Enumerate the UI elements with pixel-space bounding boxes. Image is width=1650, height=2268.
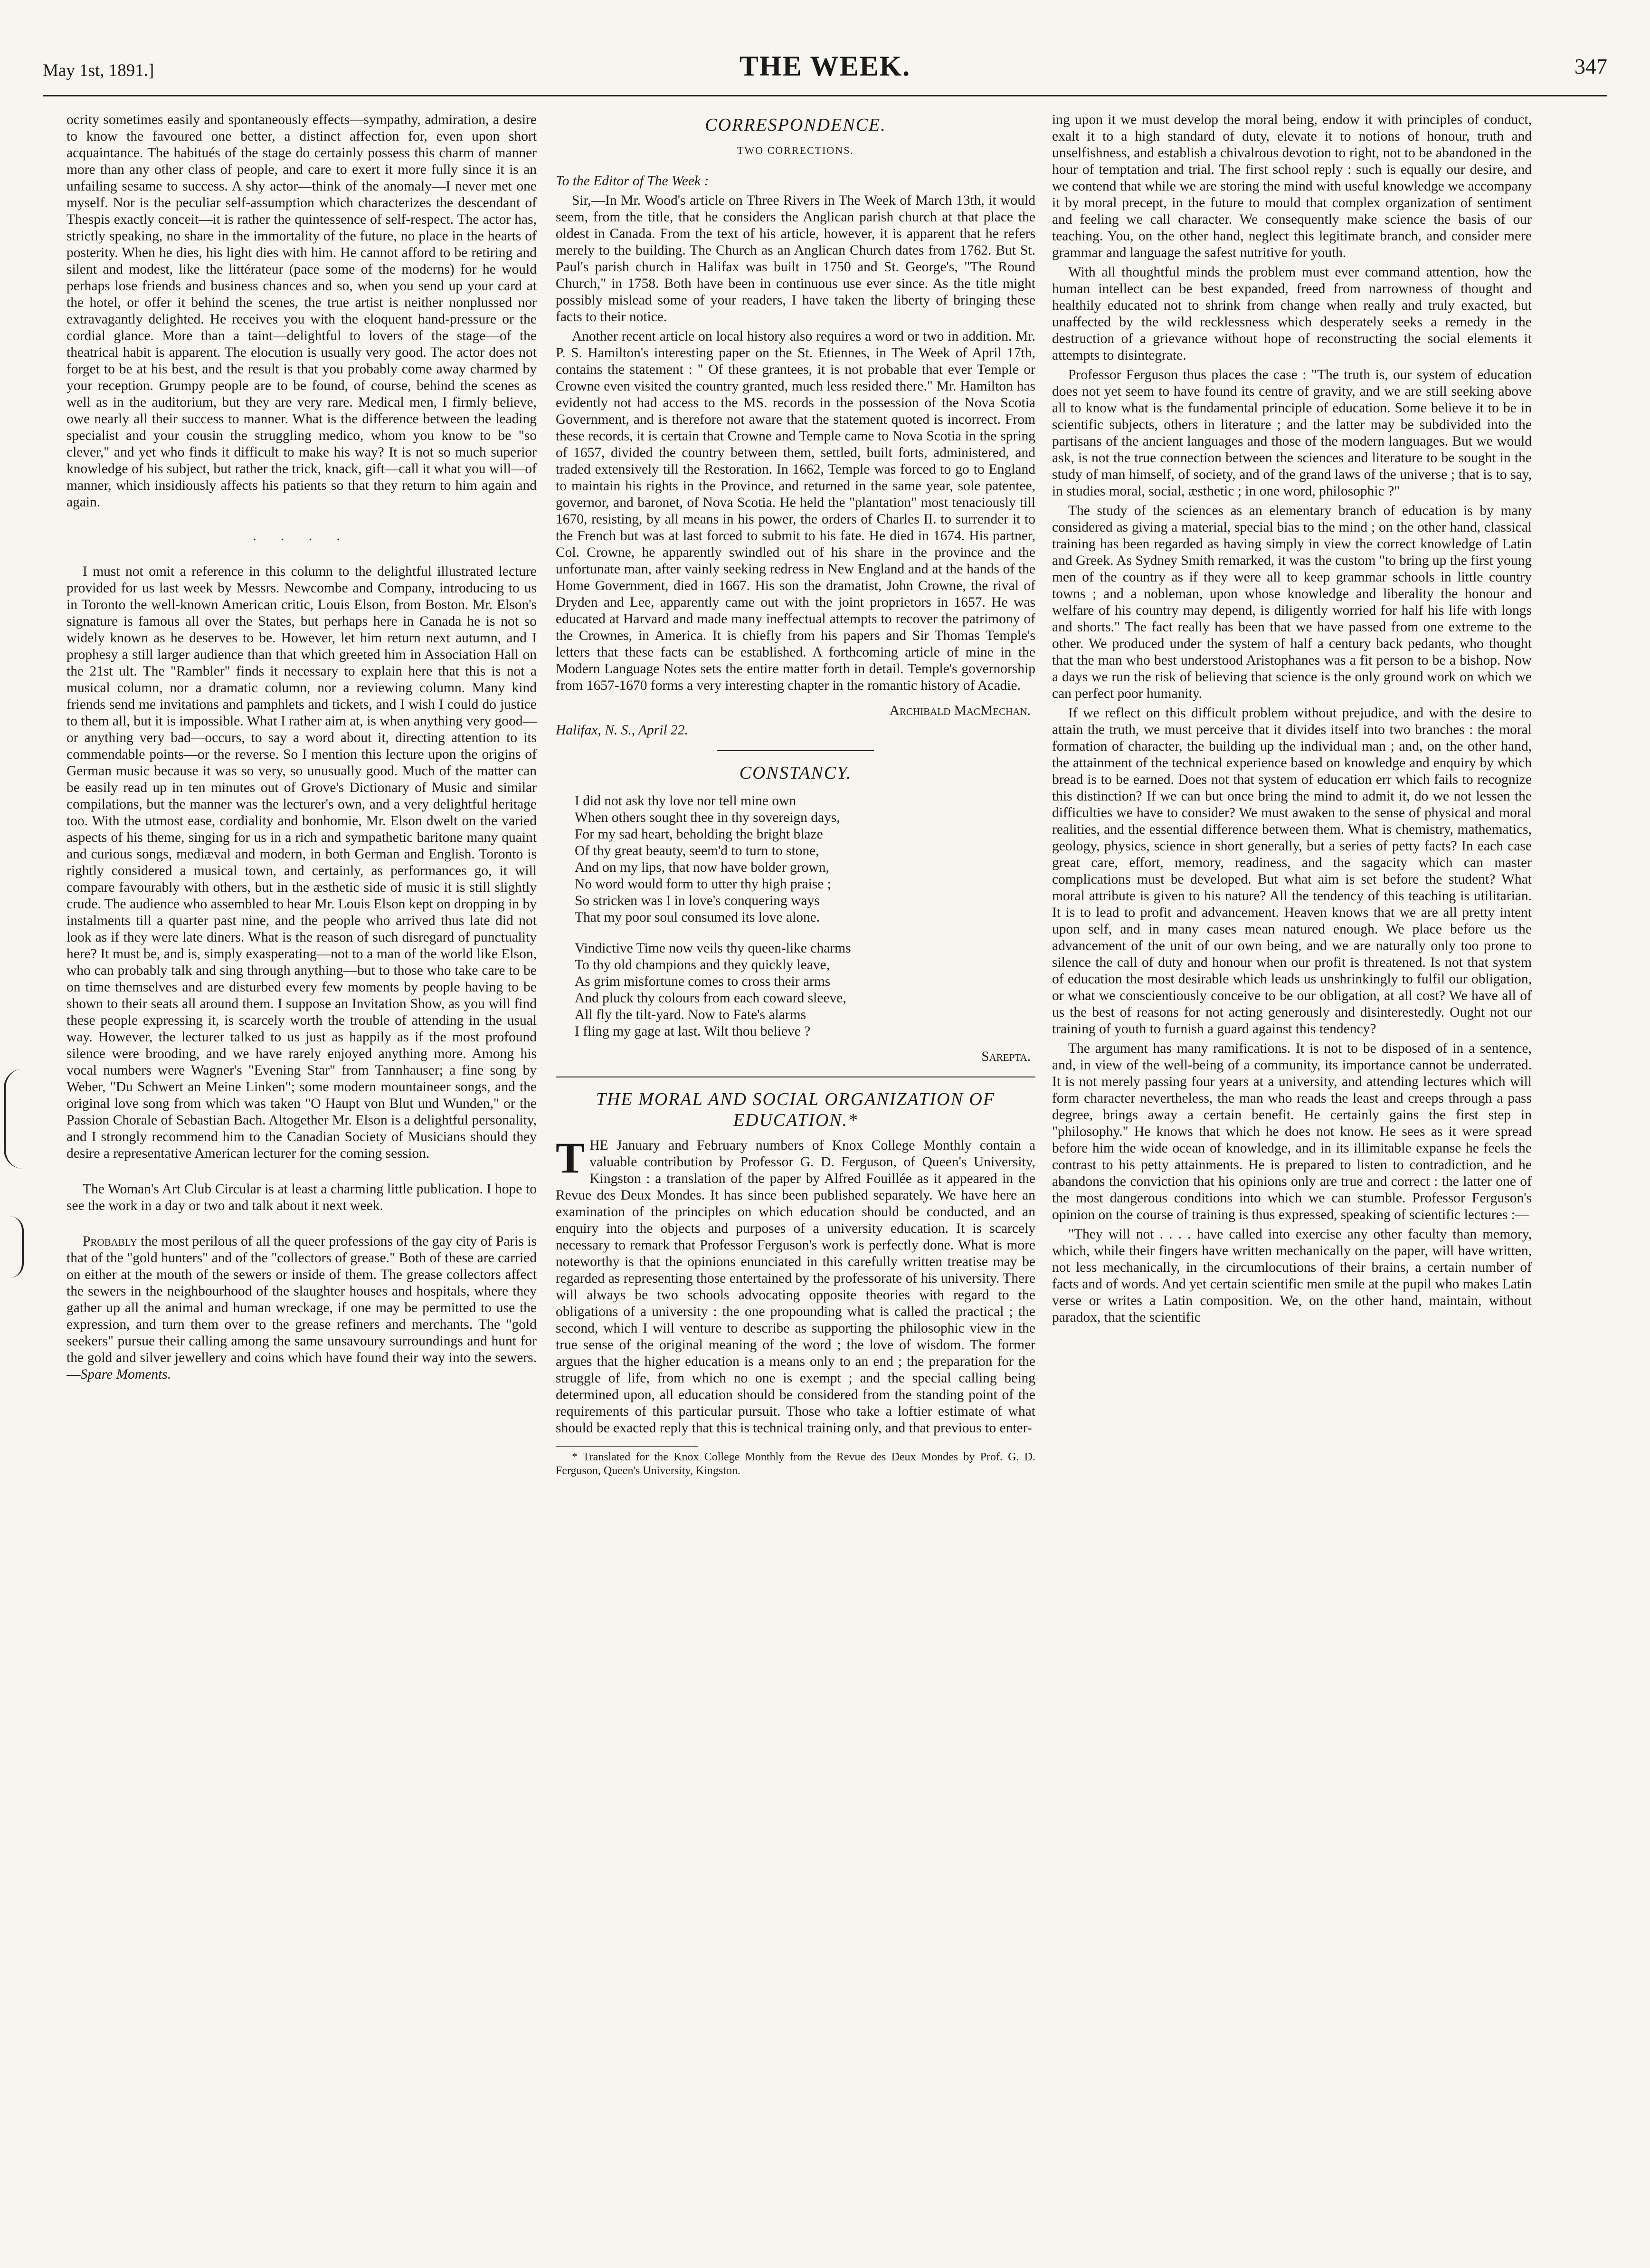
poem-body — [575, 793, 1035, 1040]
rambler-paragraph-manner: ocrity sometimes easily and spontaneously effects—sympathy, admiration, a desire to know the favoured one better, a distinct affection for, even upon short acquaintance. The habitués of the stage do certainly possess this charm of manner more than any other class of people, and care to exert it more fully since it is an unfailing sesame to success. A shy actor—think of the anomaly—I never met one myself. Nor is the peculiar self-assumption which characterizes the descendant of Thespis exactly conceit—it is rather the quintessence of self-respect. The actor has, strictly speaking, no share in the immortality of the future, no place in the hearts of posterity. When he dies, his light dies with him. He cannot afford to be retiring and silent and modest, like the littérateur (pace some of the moderns) for he would perhaps lose friends and business chances and so, when you send up your card at the hotel, or offer it behind the scenes, the true artist is neither nonplussed nor extravagantly delighted. He receives you with the eloquent hand-pressure or the cordial glance. More than a taint—delightful to lovers of the stage—of the theatrical habit is apparent. The elocution is usually very good. The actor does not forget to be at his best, and the result is that you probably come away charmed by your reception. Grumpy people are to be found, of course, behind the scenes as well as in the auditorium, but they are very rare. Medical men, I firmly believe, owe nearly all their success to manner. What is the difference between the leading specialist and your cousin the struggling medico, whom you know to be "so clever," and yet who finds it difficult to make his way? It is not so much superior knowledge of his subject, but rather the trick, knack, gift—call it what you will—of manner, which insidiously affects his patients so that they return to him again and again. — [66, 112, 537, 510]
article-quote: "They will not . . . . have called into exercise any other faculty than memory, which, while their fingers have written mechanically on the paper, will have written, not less mechanically, in the circumlocutions of their brains, a certain number of facts and of words. And yet certain scientific men smile at the pupil who makes Latin verse or writes a Latin composition. We, on the other hand, maintain, without paradox, that the scientific — [1052, 1227, 1532, 1325]
pencil-mark-bracket-lower — [3, 1216, 24, 1278]
section-dots: . . . . — [253, 528, 351, 543]
poem-line: All fly the tilt-yard. Now to Fate's alarms — [575, 1007, 806, 1022]
column-2 — [556, 112, 1035, 2230]
page-number: 347 — [1574, 54, 1607, 78]
poem-line: And pluck thy colours from each coward sleeve, — [575, 991, 846, 1006]
rambler-paragraph-art-club: The Woman's Art Club Circular is at least a charming little publication. I hope to see the work in a day or two and talk about it next week. — [66, 1182, 537, 1213]
poem-signature: Sarepta. — [981, 1049, 1031, 1064]
source-credit: Spare Moments. — [80, 1367, 171, 1382]
correspondence-paragraph-1: Sir,—In Mr. Wood's article on Three Rivers in The Week of March 13th, it would seem, from the title, that he considers the Anglican parish church at that place the oldest in Canada. From the text of his article, however, it is apparent that he refers merely to the building. The Church as an Anglican Church dates from 1762. But St. Paul's parish church in Halifax was built in 1750 and St. George's, "The Round Church," in 1758. Both have been in continuous use ever since. As the title might possibly mislead some of your readers, I have taken the liberty of bringing these facts to their notice. — [556, 193, 1035, 324]
correspondence-paragraph-2: Another recent article on local history also requires a word or two in addition. Mr. P. S. Hamilton's interesting paper on the St. Etiennes, in The Week of April 17th, contains the statement : " Of these grantees, it is not probable that ever Temple or Crowne even visited the country granted, much less resided there." Mr. Hamilton has evidently not had access to the MS. records in the possession of the Nova Scotia Government, and is therefore not aware that the statement quoted is incorrect. From these records, it is certain that Crowne and Temple came to Nova Scotia in the spring of 1657, divided the country between them, settled, built forts, administered, and traded extensively till the Restoration. In 1662, Temple was forced to go to England to maintain his rights in the Province, and returned in the same year, sole patentee, governor, and baronet, of Nova Scotia. He held the "plantation" most tenaciously till 1670, resisting, by all means in his power, the orders of Charles II. to surrender it to the French but was at last forced to submit to his fate. He died in 1674. His partner, Col. Crowne, he apparently swindled out of his share in the province and the unfortunate man, after vainly seeking redress in New England and at the hands of the Home Government, died in 1667. His son the dramatist, John Crowne, the rival of Dryden and Lee, apparently came out with the joint proprietors in 1657. He was educated at Harvard and made many ineffectual attempts to recover the patrimony of the Crownes, in America. It is chiefly from his papers and Sir Thomas Temple's letters that these facts can be established. A forthcoming article of mine in the Modern Language Notes sets the entire matter forth in detail. Temple's governorship from 1657-1670 forms a very interesting chapter in the romantic history of Acadie. — [556, 329, 1035, 693]
letter-signature: Archibald MacMechan. — [889, 703, 1031, 718]
column-1 — [66, 112, 537, 2230]
article-continued-4: The study of the sciences as an elementary branch of education is by many considered as giving a material, special bias to the mind ; on the other hand, classical training has been regarded as having simply in view the correct knowledge of Latin and Greek. As Sydney Smith remarked, it was the custom "to bring up the first young men of the country as if they were all to keep grammar schools in little country towns ; and a nobleman, upon whose knowledge and liberality the honour and welfare of his country may depend, is diligently worried for half his life with longs and shorts." The fact really has been that we have passed from one extreme to the other. We produced under the system of half a century back pedants, who thought that the man who best understood Aristophanes was a fit person to be a bishop. Now a days we run the risk of believing that science is the only ground work on which we can perfect poor humanity. — [1052, 503, 1532, 701]
poem-title: CONSTANCY. — [739, 763, 852, 783]
letter-place-date: Halifax, N. S., April 22. — [556, 723, 688, 738]
pencil-mark-bracket — [4, 1069, 25, 1169]
poem-line: For my sad heart, beholding the bright blaze — [575, 827, 823, 842]
article-title: THE MORAL AND SOCIAL ORGANIZATION OF EDUCATION.* — [596, 1089, 996, 1130]
paris-text: the most perilous of all the queer professions of the gay city of Paris is that of the "gold hunters" and of the "collectors of grease." Both of these are carried on either at the mouth of the sewers or inside of them. The grease collectors affect the sewers in the neighbourhood of the slaughter houses and hospitals, where they gather up all the animal and human wreckage, if one may be permitted to use the expression, and turn them over to the grease refiners and merchants. The "gold seekers" pursue their calling among the same unsavoury surroundings and hunt for the gold and silver jewellery and coins which have found their way into the sewers.— — [66, 1234, 537, 1382]
correspondence-subheading: TWO CORRECTIONS. — [737, 144, 854, 156]
poem-line: When others sought thee in thy sovereign days, — [575, 810, 840, 825]
editor-address: To the Editor of The Week : — [556, 173, 709, 189]
article-paragraph-1 — [556, 1134, 1035, 1437]
poem-line: I fling my gage at last. Wilt thou believe ? — [575, 1024, 811, 1039]
poem-line: And on my lips, that now have bolder grown, — [575, 860, 829, 875]
poem-line: I did not ask thy love nor tell mine own — [575, 793, 797, 809]
footnote-rule — [556, 1446, 698, 1447]
issue-date: May 1st, 1891.] — [43, 61, 154, 80]
poem-line: So stricken was I in love's conquering ways — [575, 893, 820, 908]
article-continued-2: With all thoughtful minds the problem must ever command attention, how the human intellect can be best expanded, freed from narrowness of thought and healthily educated not to shrink from change when really and truly exacted, but unaffected by the wild recklessness which desperately seeks a remedy in the destruction of a grievance without hope of reconstructing the social elements it attempts to disintegrate. — [1052, 265, 1532, 363]
correspondence-heading: CORRESPONDENCE. — [705, 115, 886, 135]
column-3 — [1052, 112, 1532, 2230]
poem-line: No word would form to utter thy high praise ; — [575, 877, 831, 892]
poem-line: As grim misfortune comes to cross their arms — [575, 974, 831, 989]
rambler-paragraph-elson: I must not omit a reference in this column to the delightful illustrated lecture provided for us last week by Messrs. Newcombe and Company, introducing to us in Toronto the well-known American critic, Louis Elson, from Boston. Mr. Elson's signature is famous all over the States, but perhaps here in Canada he is not so widely known as he deserves to be. However, let him return next autumn, and I prophesy a still larger audience than that which greeted him in Association Hall on the 21st ult. The "Rambler" finds it necessary to explain here that this is not a musical column, nor a dramatic column, nor a reviewing column. Many kind friends send me invitations and pamphlets and tickets, and I wish I could do justice to them all, but it is impossible. What I rather aim at, is when anything very good—or anything very bad—occurs, to say a word about it, directing attention to its commendable points—or the reverse. So I mention this lecture upon the origins of German music because it was so very, so unusually good. Much of the matter can be easily read up in ten minutes out of Grove's Dictionary of Music and similar compilations, but the manner was the lecturer's own, and a very delightful heritage too. With the utmost ease, cordiality and bonhomie, Mr. Elson dwelt on the varied aspects of his theme, singing for us in a rich and sympathetic baritone many quaint and curious songs, mediæval and modern, in both German and English. Toronto is rightly considered a musical town, and certainly, as performances go, it will compare favourably with others, but in the æsthetic side of music it is still slightly crude. The audience who assembled to hear Mr. Louis Elson kept on dropping in by instalments till a quarter past nine, and the people who arrived thus late did not look as if they were late diners. What is the reason of such disregard of punctuality here? It must be, and is, simply exasperating—not to a man of the world like Elson, who can probably talk and sing through anything—but to those who take care to be on time themselves and are disturbed every few moments by people having to be shown to their seats all around them. I suppose an Invitation Show, as you will find these people expressing it, is scarcely worth the trouble of attending in the usual way. However, the lecturer talked to us just as happily as if the most profound silence were brooding, and we have rarely enjoyed anything more. Among his vocal numbers were Wagner's "Evening Star" from Tannhauser; a fine song by Weber, "Du Schwert an Meine Linken"; some modern mountaineer songs, and the original love song from which was taken "O Haupt von Blut und Wunden," or the Passion Chorale of Sebastian Bach. Altogether Mr. Elson is a delightful personality, and I strongly recommend him to the Canadian Society of Musicians should they desire a representative American lecturer for the coming session. — [66, 564, 537, 1161]
article-continued-1: ing upon it we must develop the moral being, endow it with principles of conduct, exalt it to a high standard of duty, elevate it to notions of honour, truth and unselfishness, and establish a chivalrous devotion to right, not to be abandoned in the hour of temptation and trial. The first school reply : such is equally our desire, and we contend that while we are storing the mind with useful knowledge we accompany it by moral precept, in the future to mould that complex organization of sentiment and feeling we call character. We consequently make science the basis of our teaching. You, on the other hand, neglect this legitimate branch, and consider mere grammar and language the safest nutritive for youth. — [1052, 112, 1532, 260]
stanza-break — [575, 926, 1035, 940]
article-continued-6: The argument has many ramifications. It is not to be disposed of in a sentence, and, in view of the well-being of a community, its importance cannot be underrated. It is not merely passing four years at a university, and attending lectures which will form character nevertheless, the man who reads the least and creeps through a pass degree, brings away a certain benefit. He certainly gains the first step in "philosophy." He knows that which he does not know. He sees as it were spread before him the wide ocean of knowledge, and in its illimitable expanse he feels the contrast to his petty attainments. He is prepared to listen to contradiction, and he abandons the conviction that his opinions only are true and correct : the latter one of the most dangerous conditions into which we can stumble. Professor Ferguson's opinion on the course of training is thus expressed, speaking of scientific lectures :— — [1052, 1041, 1532, 1222]
masthead-title: THE WEEK. — [739, 50, 911, 82]
footnote: * Translated for the Knox College Monthly from the Revue des Deux Mondes by Prof. G. D. Ferguson, Queen's University, Kingston. — [556, 1451, 1035, 1477]
article-text: HE January and February numbers of Knox College Monthly contain a valuable contribution by Professor G. D. Ferguson, of Queen's University, Kingston : a translation of the paper by Alfred Fouillée as it appeared in the Revue des Deux Mondes. It has since been published separately. We have here an examination of the principles on which education should be conducted, and an enquiry into the objects and purposes of a university education. It is scarcely necessary to remark that Professor Ferguson's work is perfectly done. What is more noteworthy is that the opinions enunciated in this carefully written treatise may be regarded as representing those entertained by the professorate of his university. There will always be two schools advocating opposite theories with regard to the obligations of a university : the one propounding what is called the practical ; the second, which I will venture to describe as supporting the philosophic view in the true sense of the original meaning of the word ; the love of wisdom. The former argues that the higher education is a means only to an end ; the preparation for the struggle of life, from which no one is exempt ; and the special calling being determined upon, all education should be considered from the standing point of the requirements of this particular pursuit. Those who take a loftier estimate of what should be exacted reply that this is technical training only, and that previous to enter- — [556, 1138, 1035, 1436]
poem-line: Of thy great beauty, seem'd to turn to stone, — [575, 843, 819, 858]
poem-line: To thy old champions and they quickly leave, — [575, 957, 830, 972]
poem-line: Vindictive Time now veils thy queen-like charms — [575, 941, 851, 956]
article-continued-5: If we reflect on this difficult problem without prejudice, and with the desire to attain the truth, we must perceive that it divides itself into two branches : the moral formation of character, the building up the individual man ; and, on the other hand, the attainment of the technical experience based on knowledge and enquiry by which bread is to be earned. Does not that system of education err which fails to recognize this distinction? If we can but once bring the mind to admit it, do we not lessen the difficulties we have to consider? We must awaken to the sense of physical and moral realities, and the essential difference between them. What is chemistry, mathematics, geology, physics, science in short generally, but a series of petty facts? In each case great care, effort, memory, readiness, and the sagacity which can master complications must be developed. But what aim is set before the student? What moral attribute is given to his nature? All the tendency of this teaching is utilitarian. It is to lead to profit and advancement. Heaven knows that we are all pretty intent upon self, and in many cases mean natured enough. We place before us the advancement of the unit of our own being, and we are naturally only too prone to silence the call of duty and honour when our profit is threatened. Is not that system of education the most desirable which leads us unshrinkingly to fulfil our obligation, or what we conscientiously conceive to be our obligation, at all cost? We have all of us the best of reasons for not acting generously and disinterestedly. Ought not our training of youth to furnish a guard against this tendency? — [1052, 705, 1532, 1037]
drop-cap: T — [556, 1134, 585, 1182]
section-divider — [717, 750, 874, 751]
rambler-paragraph-paris — [66, 1233, 537, 1383]
lead-word: Probably — [83, 1234, 137, 1249]
poem-line: That my poor soul consumed its love alone. — [575, 910, 820, 925]
header-rule — [43, 95, 1607, 96]
article-continued-3: Professor Ferguson thus places the case : "The truth is, our system of education does not yet seem to have found its centre of gravity, and we are still seeking above all to know what is the fundamental principle of education. Some believe it to be in scientific subjects, others in literature ; and the latter may be subdivided into the partisans of the ancient languages and those of the modern languages. But we would ask, is not the true connection between the sciences and literature to be sought in the study of man himself, of society, and of the grand laws of the universe ; that is to say, in studies moral, social, æsthetic ; in one word, philosophic ?" — [1052, 367, 1532, 499]
page-header — [43, 50, 1607, 88]
